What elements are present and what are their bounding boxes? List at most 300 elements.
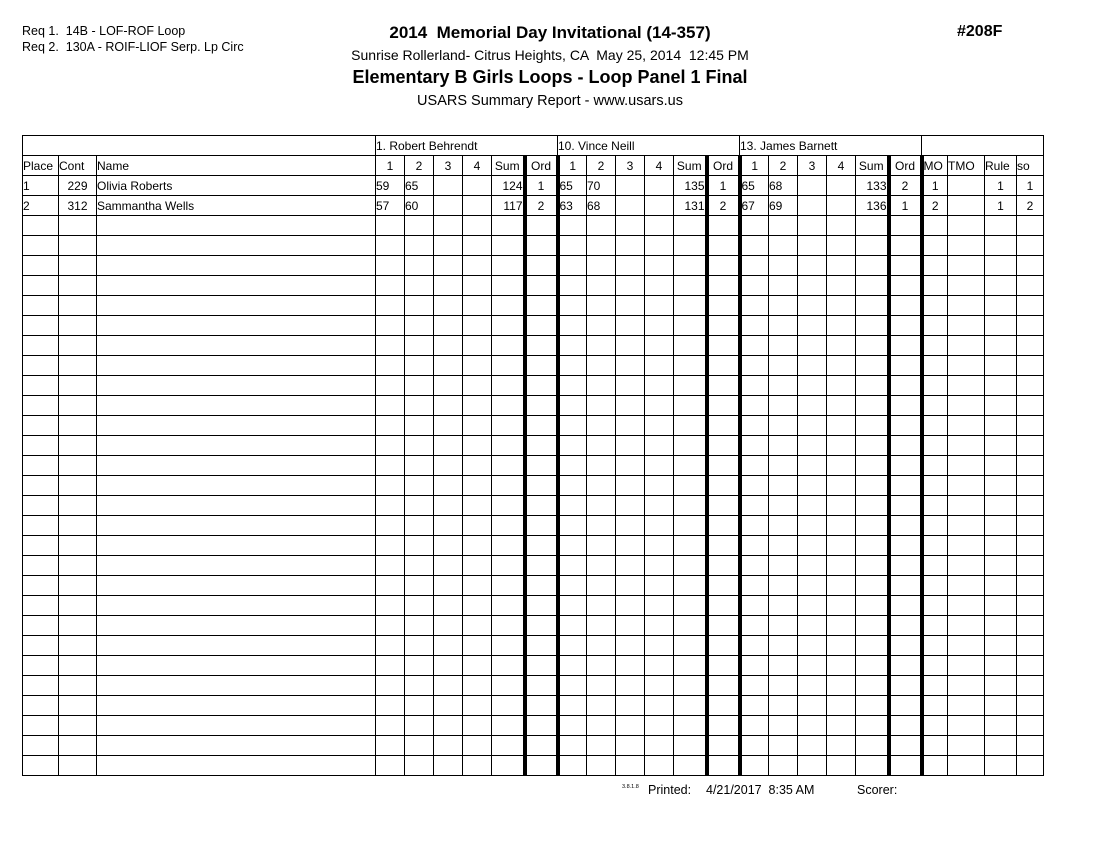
score-cell xyxy=(769,256,798,276)
col-header: Place xyxy=(23,156,59,176)
requirement-line-1: Req 1. 14B - LOF-ROF Loop xyxy=(22,24,186,38)
sum-cell xyxy=(856,456,889,476)
score-cell xyxy=(434,636,463,656)
score-cell xyxy=(740,396,769,416)
place-cell xyxy=(23,296,59,316)
score-cell xyxy=(376,556,405,576)
sum-cell xyxy=(856,476,889,496)
score-cell xyxy=(827,716,856,736)
score-cell xyxy=(798,436,827,456)
score-cell xyxy=(798,196,827,216)
mo-cell xyxy=(922,636,948,656)
score-cell xyxy=(376,596,405,616)
col-header: MO xyxy=(922,156,948,176)
sum-cell xyxy=(674,536,707,556)
ord-cell: 1 xyxy=(707,176,740,196)
score-cell xyxy=(463,536,492,556)
col-header: so xyxy=(1017,156,1044,176)
empty-row xyxy=(23,376,1044,396)
place-cell xyxy=(23,376,59,396)
ord-cell xyxy=(889,756,922,776)
sum-cell xyxy=(492,356,525,376)
name-cell xyxy=(97,696,376,716)
cont-cell xyxy=(59,576,97,596)
score-cell xyxy=(376,516,405,536)
ord-cell xyxy=(525,296,558,316)
score-cell xyxy=(376,276,405,296)
score-cell xyxy=(616,476,645,496)
score-cell xyxy=(405,736,434,756)
score-cell xyxy=(558,316,587,336)
score-cell xyxy=(645,556,674,576)
score-cell xyxy=(463,356,492,376)
score-cell xyxy=(558,436,587,456)
ord-cell xyxy=(525,316,558,336)
place-cell xyxy=(23,656,59,676)
sum-cell xyxy=(856,216,889,236)
sum-cell xyxy=(674,456,707,476)
tmo-cell xyxy=(948,716,985,736)
cont-cell xyxy=(59,496,97,516)
sum-cell: 133 xyxy=(856,176,889,196)
cont-cell xyxy=(59,536,97,556)
ord-cell xyxy=(889,696,922,716)
score-cell xyxy=(463,756,492,776)
score-cell xyxy=(558,216,587,236)
score-cell xyxy=(740,216,769,236)
ord-cell xyxy=(889,636,922,656)
score-cell xyxy=(827,696,856,716)
ord-cell xyxy=(707,516,740,536)
rule-cell xyxy=(985,596,1017,616)
score-cell xyxy=(405,596,434,616)
score-cell xyxy=(376,356,405,376)
sum-cell xyxy=(856,436,889,456)
ord-cell: 1 xyxy=(525,176,558,196)
score-cell xyxy=(463,236,492,256)
score-cell xyxy=(587,276,616,296)
cont-cell xyxy=(59,716,97,736)
sum-cell xyxy=(492,536,525,556)
score-cell xyxy=(558,276,587,296)
score-cell xyxy=(405,516,434,536)
score-cell xyxy=(740,356,769,376)
ord-cell xyxy=(707,596,740,616)
score-cell xyxy=(616,616,645,636)
score-cell xyxy=(434,676,463,696)
empty-row xyxy=(23,556,1044,576)
col-header: 1 xyxy=(558,156,587,176)
ord-cell xyxy=(707,616,740,636)
tmo-cell xyxy=(948,576,985,596)
score-cell xyxy=(769,516,798,536)
score-cell xyxy=(376,716,405,736)
score-cell xyxy=(434,276,463,296)
score-cell xyxy=(616,236,645,256)
score-cell xyxy=(434,196,463,216)
score-cell xyxy=(587,756,616,776)
score-cell xyxy=(740,456,769,476)
score-cell xyxy=(645,516,674,536)
ord-cell xyxy=(525,536,558,556)
score-cell xyxy=(405,476,434,496)
sum-cell xyxy=(674,516,707,536)
score-cell xyxy=(798,756,827,776)
score-cell xyxy=(587,596,616,616)
name-cell xyxy=(97,716,376,736)
tmo-cell xyxy=(948,596,985,616)
score-cell xyxy=(376,336,405,356)
competition-title: 2014 Memorial Day Invitational (14-357) xyxy=(389,23,711,42)
empty-row xyxy=(23,396,1044,416)
score-cell xyxy=(463,336,492,356)
ord-cell xyxy=(525,596,558,616)
score-cell xyxy=(769,616,798,636)
cont-cell xyxy=(59,676,97,696)
score-cell xyxy=(769,716,798,736)
tmo-cell xyxy=(948,416,985,436)
score-cell xyxy=(827,196,856,216)
mo-cell xyxy=(922,356,948,376)
score-cell xyxy=(827,416,856,436)
score-cell xyxy=(740,316,769,336)
score-cell xyxy=(769,556,798,576)
score-cell xyxy=(740,716,769,736)
requirement-line-2: Req 2. 130A - ROIF-LIOF Serp. Lp Circ xyxy=(22,40,244,54)
tmo-cell xyxy=(948,256,985,276)
cont-cell xyxy=(59,556,97,576)
ord-cell xyxy=(525,436,558,456)
place-cell xyxy=(23,696,59,716)
sum-cell xyxy=(674,416,707,436)
tmo-cell xyxy=(948,336,985,356)
score-cell xyxy=(827,276,856,296)
rule-cell xyxy=(985,336,1017,356)
rule-cell xyxy=(985,616,1017,636)
col-header: 3 xyxy=(434,156,463,176)
sum-cell xyxy=(674,256,707,276)
score-cell xyxy=(558,516,587,536)
cont-cell xyxy=(59,656,97,676)
score-cell xyxy=(645,416,674,436)
place-cell xyxy=(23,596,59,616)
so-cell xyxy=(1017,356,1044,376)
so-cell xyxy=(1017,536,1044,556)
rule-cell xyxy=(985,256,1017,276)
place-cell xyxy=(23,476,59,496)
score-cell xyxy=(463,496,492,516)
table-row xyxy=(23,196,1044,216)
cont-cell xyxy=(59,456,97,476)
score-cell xyxy=(376,456,405,476)
name-cell xyxy=(97,456,376,476)
mo-cell xyxy=(922,436,948,456)
sum-cell xyxy=(856,576,889,596)
rule-cell xyxy=(985,556,1017,576)
score-cell xyxy=(740,296,769,316)
rule-cell xyxy=(985,636,1017,656)
score-cell xyxy=(827,596,856,616)
score-cell xyxy=(769,476,798,496)
score-cell xyxy=(405,496,434,516)
score-cell xyxy=(616,356,645,376)
score-cell xyxy=(434,476,463,496)
score-cell xyxy=(827,296,856,316)
cont-cell xyxy=(59,596,97,616)
score-cell: 63 xyxy=(558,196,587,216)
score-cell xyxy=(740,736,769,756)
score-cell xyxy=(587,496,616,516)
score-cell xyxy=(376,256,405,276)
score-cell xyxy=(463,316,492,336)
sheet-number: #208F xyxy=(957,23,1003,40)
sum-cell xyxy=(856,756,889,776)
rule-cell xyxy=(985,716,1017,736)
score-cell xyxy=(616,456,645,476)
score-cell xyxy=(463,636,492,656)
place-cell xyxy=(23,516,59,536)
empty-row xyxy=(23,676,1044,696)
ord-cell xyxy=(889,256,922,276)
score-cell: 60 xyxy=(405,196,434,216)
score-cell xyxy=(434,376,463,396)
score-cell xyxy=(645,356,674,376)
ord-cell xyxy=(707,296,740,316)
col-header: 2 xyxy=(587,156,616,176)
score-cell xyxy=(376,636,405,656)
ord-cell xyxy=(525,696,558,716)
rule-cell xyxy=(985,656,1017,676)
score-cell xyxy=(616,736,645,756)
score-cell xyxy=(558,636,587,656)
score-cell xyxy=(827,336,856,356)
col-header: Ord xyxy=(889,156,922,176)
tmo-cell xyxy=(948,196,985,216)
sum-cell xyxy=(492,676,525,696)
score-cell xyxy=(645,236,674,256)
sum-cell xyxy=(674,596,707,616)
score-cell xyxy=(645,316,674,336)
judge-header: 1. Robert Behrendt xyxy=(376,136,558,156)
mo-cell xyxy=(922,476,948,496)
tmo-cell xyxy=(948,316,985,336)
score-cell: 65 xyxy=(740,176,769,196)
score-cell xyxy=(798,296,827,316)
name-cell xyxy=(97,216,376,236)
place-cell xyxy=(23,436,59,456)
sum-cell xyxy=(674,576,707,596)
so-cell xyxy=(1017,576,1044,596)
tmo-cell xyxy=(948,296,985,316)
score-cell xyxy=(798,396,827,416)
mo-cell: 1 xyxy=(922,176,948,196)
score-cell xyxy=(376,316,405,336)
mo-cell xyxy=(922,516,948,536)
ord-cell xyxy=(889,676,922,696)
mo-cell xyxy=(922,216,948,236)
so-cell xyxy=(1017,696,1044,716)
so-cell xyxy=(1017,616,1044,636)
cont-cell: 229 xyxy=(59,176,97,196)
place-cell xyxy=(23,716,59,736)
score-cell xyxy=(616,696,645,716)
score-cell xyxy=(769,276,798,296)
rule-cell: 1 xyxy=(985,196,1017,216)
score-cell xyxy=(645,576,674,596)
sum-cell xyxy=(856,336,889,356)
sum-cell xyxy=(856,676,889,696)
score-cell xyxy=(558,696,587,716)
ord-cell xyxy=(707,376,740,396)
mo-cell xyxy=(922,376,948,396)
sum-cell xyxy=(674,736,707,756)
score-cell xyxy=(827,516,856,536)
score-cell xyxy=(769,396,798,416)
score-cell xyxy=(616,576,645,596)
sum-cell xyxy=(856,396,889,416)
score-cell xyxy=(587,676,616,696)
score-cell xyxy=(587,436,616,456)
score-cell xyxy=(645,336,674,356)
tmo-cell xyxy=(948,676,985,696)
place-cell xyxy=(23,216,59,236)
score-cell xyxy=(463,696,492,716)
score-cell xyxy=(798,736,827,756)
sum-cell xyxy=(856,276,889,296)
score-cell xyxy=(587,456,616,476)
score-cell xyxy=(434,296,463,316)
venue-date-line: Sunrise Rollerland- Citrus Heights, CA May 25, 2014 12:45 PM xyxy=(351,47,749,63)
place-cell xyxy=(23,276,59,296)
name-cell xyxy=(97,356,376,376)
name-cell xyxy=(97,496,376,516)
score-cell xyxy=(463,656,492,676)
col-header: 4 xyxy=(463,156,492,176)
score-cell xyxy=(405,756,434,776)
score-cell xyxy=(616,496,645,516)
score-cell xyxy=(798,376,827,396)
score-cell xyxy=(616,196,645,216)
ord-cell xyxy=(889,336,922,356)
ord-cell xyxy=(707,656,740,676)
col-header: Name xyxy=(97,156,376,176)
rule-cell xyxy=(985,536,1017,556)
score-cell xyxy=(827,256,856,276)
col-header: Ord xyxy=(525,156,558,176)
score-cell xyxy=(827,496,856,516)
name-cell xyxy=(97,376,376,396)
ord-cell xyxy=(525,216,558,236)
sum-cell xyxy=(492,716,525,736)
report-type-line: USARS Summary Report - www.usars.us xyxy=(417,93,683,109)
score-cell xyxy=(798,276,827,296)
so-cell xyxy=(1017,316,1044,336)
tmo-cell xyxy=(948,556,985,576)
judge-header: 13. James Barnett xyxy=(740,136,922,156)
place-cell xyxy=(23,236,59,256)
ord-cell xyxy=(889,656,922,676)
name-cell xyxy=(97,396,376,416)
score-cell xyxy=(463,736,492,756)
score-cell xyxy=(405,276,434,296)
ord-cell xyxy=(889,436,922,456)
score-cell xyxy=(376,436,405,456)
score-cell xyxy=(616,416,645,436)
ord-cell xyxy=(707,336,740,356)
score-cell xyxy=(769,356,798,376)
mo-cell xyxy=(922,536,948,556)
score-cell xyxy=(769,676,798,696)
tmo-cell xyxy=(948,436,985,456)
sum-cell xyxy=(856,356,889,376)
ord-cell xyxy=(707,436,740,456)
ord-cell xyxy=(525,516,558,536)
score-cell xyxy=(434,596,463,616)
score-cell xyxy=(434,456,463,476)
score-cell xyxy=(558,656,587,676)
so-cell xyxy=(1017,476,1044,496)
col-header: Rule xyxy=(985,156,1017,176)
so-cell xyxy=(1017,376,1044,396)
ord-cell xyxy=(889,416,922,436)
sum-cell xyxy=(674,616,707,636)
tmo-cell xyxy=(948,496,985,516)
score-cell xyxy=(645,396,674,416)
empty-row xyxy=(23,416,1044,436)
cont-cell xyxy=(59,736,97,756)
score-cell xyxy=(587,716,616,736)
ord-cell xyxy=(525,656,558,676)
score-cell xyxy=(798,236,827,256)
so-cell xyxy=(1017,416,1044,436)
ord-cell xyxy=(707,716,740,736)
rule-cell xyxy=(985,696,1017,716)
ord-cell xyxy=(707,356,740,376)
score-cell xyxy=(587,396,616,416)
score-cell xyxy=(798,656,827,676)
mo-cell xyxy=(922,696,948,716)
ord-cell xyxy=(889,596,922,616)
ord-cell xyxy=(889,216,922,236)
score-cell xyxy=(558,676,587,696)
score-cell xyxy=(645,716,674,736)
score-cell xyxy=(616,296,645,316)
ord-cell xyxy=(707,496,740,516)
score-cell xyxy=(405,696,434,716)
score-cell xyxy=(616,276,645,296)
name-cell xyxy=(97,576,376,596)
rule-cell xyxy=(985,576,1017,596)
spacer-cell xyxy=(23,136,376,156)
score-cell xyxy=(587,516,616,536)
score-cell xyxy=(376,236,405,256)
score-cell xyxy=(769,656,798,676)
name-cell xyxy=(97,236,376,256)
ord-cell xyxy=(889,576,922,596)
score-cell xyxy=(616,216,645,236)
empty-row xyxy=(23,336,1044,356)
score-cell xyxy=(798,536,827,556)
ord-cell xyxy=(707,676,740,696)
score-cell xyxy=(558,356,587,376)
place-cell xyxy=(23,556,59,576)
empty-row xyxy=(23,436,1044,456)
score-cell xyxy=(616,316,645,336)
sum-cell xyxy=(856,616,889,636)
score-cell xyxy=(769,216,798,236)
sum-cell xyxy=(856,536,889,556)
col-header: Sum xyxy=(674,156,707,176)
